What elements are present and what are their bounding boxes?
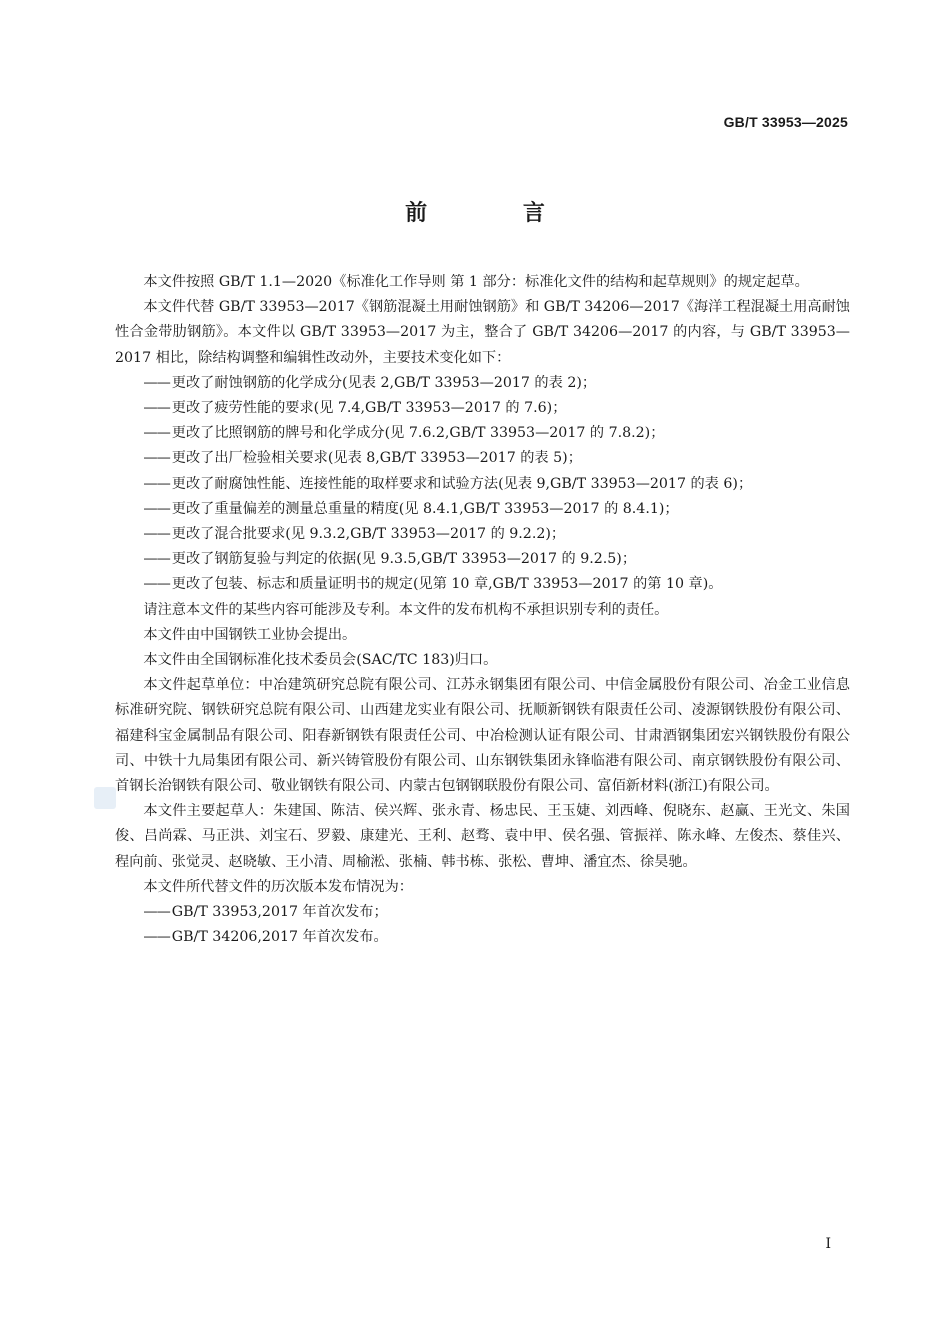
change-item-text: 更改了疲劳性能的要求(见 7.4,GB/T 33953—2017 的 7.6)； [171,400,567,417]
change-item [115,522,850,547]
change-item [115,572,850,597]
paragraph-version-history: 本文件所代替文件的历次版本发布情况为： [143,878,413,895]
dash-marker [143,900,171,925]
change-item-text: 更改了比照钢筋的牌号和化学成分(见 7.6.2,GB/T 33953—2017 的 7.8.2)； [171,425,665,442]
change-item [115,472,850,497]
page-title: 前 言 [405,201,589,226]
paragraph-patent-notice: 请注意本文件的某些内容可能涉及专利。本文件的发布机构不承担识别专利的责任。 [143,601,669,618]
paragraph-committee: 本文件由全国钢标准化技术委员会(SAC/TC 183)归口。 [143,652,498,669]
dash-marker [143,371,171,396]
dash-marker [143,396,171,421]
change-item-text: 更改了耐蚀钢筋的化学成分(见表 2,GB/T 33953—2017 的表 2)； [171,374,597,391]
dash-marker [143,572,171,597]
change-item [115,421,850,446]
paragraph-proposer: 本文件由中国钢铁工业协会提出。 [143,626,357,643]
change-item-text: 更改了出厂检验相关要求(见表 8,GB/T 33953—2017 的表 5)； [171,450,582,467]
paragraph-drafters: 本文件主要起草人：朱建国、陈洁、侯兴辉、张永青、杨忠民、王玉婕、刘西峰、倪晓东、赵赢、王光文、朱国俊、吕尚霖、马正洪、刘宝石、罗毅、康建光、王利、赵骛、袁中甲、侯名强、管振祥、陈永峰、左俊杰、蔡佳兴、程向前、张觉灵、赵晓敏、王小清、周榆淞、张楠、韩书栋、张松、曹坤、潘宜杰、徐昊驰。 [115,803,850,870]
history-item [115,900,850,925]
paragraph-replacement: 本文件代替 GB/T 33953—2017《钢筋混凝土用耐蚀钢筋》和 GB/T 34206—2017《海洋工程混凝土用高耐蚀性合金带肋钢筋》。本文件以 GB/T 33953—2017 为主，整合了 GB/T 34206—2017 的内容，与 GB/T 33953—2017 相比，除结构调整和编辑性改动外，主要技术变化如下： [115,299,850,366]
change-item [115,497,850,522]
dash-marker [143,497,171,522]
change-item [115,547,850,572]
paragraph-drafting-units: 本文件起草单位：中冶建筑研究总院有限公司、江苏永钢集团有限公司、中信金属股份有限公司、冶金工业信息标准研究院、钢铁研究总院有限公司、山西建龙实业有限公司、抚顺新钢铁有限责任公司、凌源钢铁股份有限公司、福建科宝金属制品有限公司、阳春新钢铁有限责任公司、中冶检测认证有限公司、甘肃酒钢集团宏兴钢铁股份有限公司、中铁十九局集团有限公司、新兴铸管股份有限公司、山东钢铁集团永锋临港有限公司、南京钢铁股份有限公司、首钢长治钢铁有限公司、敬业钢铁有限公司、内蒙古包钢钢联股份有限公司、富佰新材料(浙江)有限公司。 [115,677,850,795]
dash-marker [143,472,171,497]
standard-number: GB/T 33953—2025 [723,114,848,130]
watermark-icon [94,787,116,809]
page-number: Ⅰ [825,1236,831,1252]
paragraph-drafting-rules: 本文件按照 GB/T 1.1—2020《标准化工作导则 第 1 部分：标准化文件的结构和起草规则》的规定起草。 [143,274,809,290]
history-item-text: GB/T 34206,2017 年首次发布。 [171,929,388,946]
change-item-text: 更改了混合批要求(见 9.3.2,GB/T 33953—2017 的 9.2.2)； [171,526,566,543]
dash-marker [143,522,171,547]
dash-marker [143,925,171,950]
dash-marker [143,421,171,446]
history-item [115,925,850,950]
change-item-text: 更改了重量偏差的测量总重量的精度(见 8.4.1,GB/T 33953—2017 的 8.4.1)； [171,500,679,517]
change-item [115,371,850,396]
change-item-text: 更改了包装、标志和质量证明书的规定(见第 10 章,GB/T 33953—2017 的第 10 章)。 [171,576,723,593]
history-item-text: GB/T 33953,2017 年首次发布； [171,904,388,921]
change-item [115,396,850,421]
change-item-text: 更改了钢筋复验与判定的依据(见 9.3.5,GB/T 33953—2017 的 9.2.5)； [171,551,637,568]
dash-marker [143,446,171,471]
change-item [115,446,850,471]
change-item-text: 更改了耐腐蚀性能、连接性能的取样要求和试验方法(见表 9,GB/T 33953—2017 的表 6)； [171,475,753,492]
foreword-body [115,270,850,950]
dash-marker [143,547,171,572]
